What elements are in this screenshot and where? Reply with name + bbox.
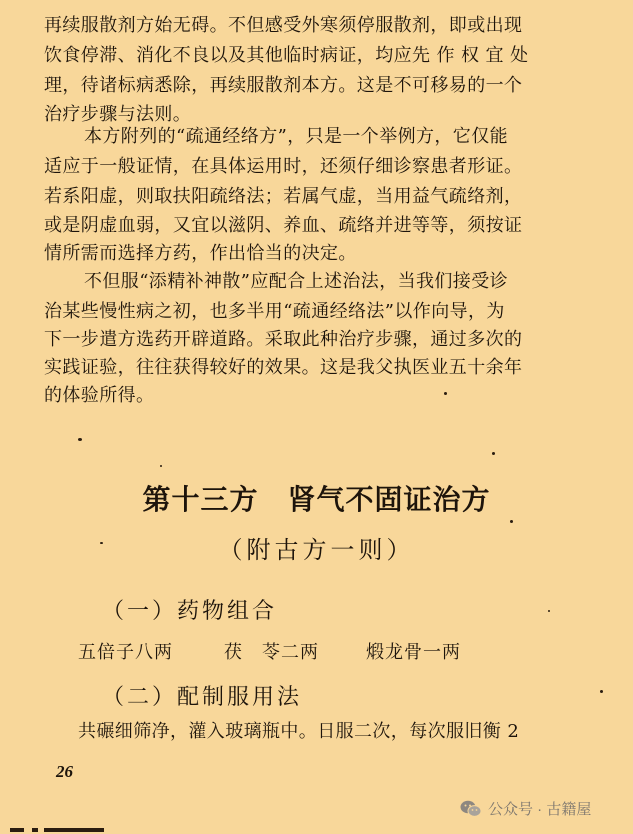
ingredient-item: 茯 苓二两 <box>224 642 319 663</box>
subsection-heading: （二）配制服用法 <box>102 685 303 710</box>
text-line: 实践证验，往往获得较好的效果。这是我父执医业五十余年 <box>44 357 523 378</box>
watermark <box>460 798 591 819</box>
wechat-icon <box>460 800 482 818</box>
text-line: 再续服散剂方始无碍。不但感受外寒须停服散剂，即或出现 <box>44 15 523 36</box>
scan-speck <box>444 392 447 395</box>
text-line: 本方附列的“疏通经络方”，只是一个举例方，它仅能 <box>84 126 509 147</box>
scan-speck <box>100 542 103 544</box>
text-line: 共碾细筛净，灌入玻璃瓶中。日服二次，每次服旧衡 2 <box>78 721 520 742</box>
section-subtitle: （附古方一则） <box>218 536 415 564</box>
scan-speck <box>78 438 82 441</box>
text-line: 饮食停滞、消化不良以及其他临时病证，均应先 作 权 宜 处 <box>44 45 529 66</box>
text-line: 治疗步骤与法则。 <box>44 104 192 125</box>
ingredient-item: 煅龙骨一两 <box>366 642 461 663</box>
scan-speck <box>492 452 495 455</box>
ingredient-item: 五倍子八两 <box>78 642 173 663</box>
scan-edge <box>0 826 633 834</box>
subsection-heading: （一）药物组合 <box>102 599 278 624</box>
text-line: 的体验所得。 <box>44 385 155 406</box>
text-line: 理，待诸标病悉除，再续服散剂本方。这是不可移易的一个 <box>44 75 523 96</box>
section-title: 第十三方 肾气不固证治方 <box>142 483 491 516</box>
scan-speck <box>548 610 550 612</box>
scan-speck <box>160 465 162 467</box>
text-line: 不但服“添精补神散”应配合上述治法，当我们接受诊 <box>84 271 509 292</box>
text-line: 适应于一般证情，在具体运用时，还须仔细诊察患者形证。 <box>44 156 523 177</box>
text-line: 若系阳虚，则取扶阳疏络法；若属气虚，当用益气疏络剂， <box>44 186 523 207</box>
text-line: 情所需而选择方药，作出恰当的决定。 <box>44 243 357 264</box>
scan-speck <box>510 520 513 523</box>
page-number: 26 <box>56 762 73 781</box>
watermark-text: 公众号 · 古籍屋 <box>488 801 592 818</box>
text-line: 治某些慢性病之初，也多半用“疏通经络法”以作向导，为 <box>44 301 505 322</box>
text-line: 下一步遣方选药开辟道路。采取此种治疗步骤，通过多次的 <box>44 329 523 350</box>
text-line: 或是阴虚血弱，又宜以滋阴、养血、疏络并进等等，须按证 <box>44 215 523 236</box>
scan-speck <box>600 690 603 693</box>
